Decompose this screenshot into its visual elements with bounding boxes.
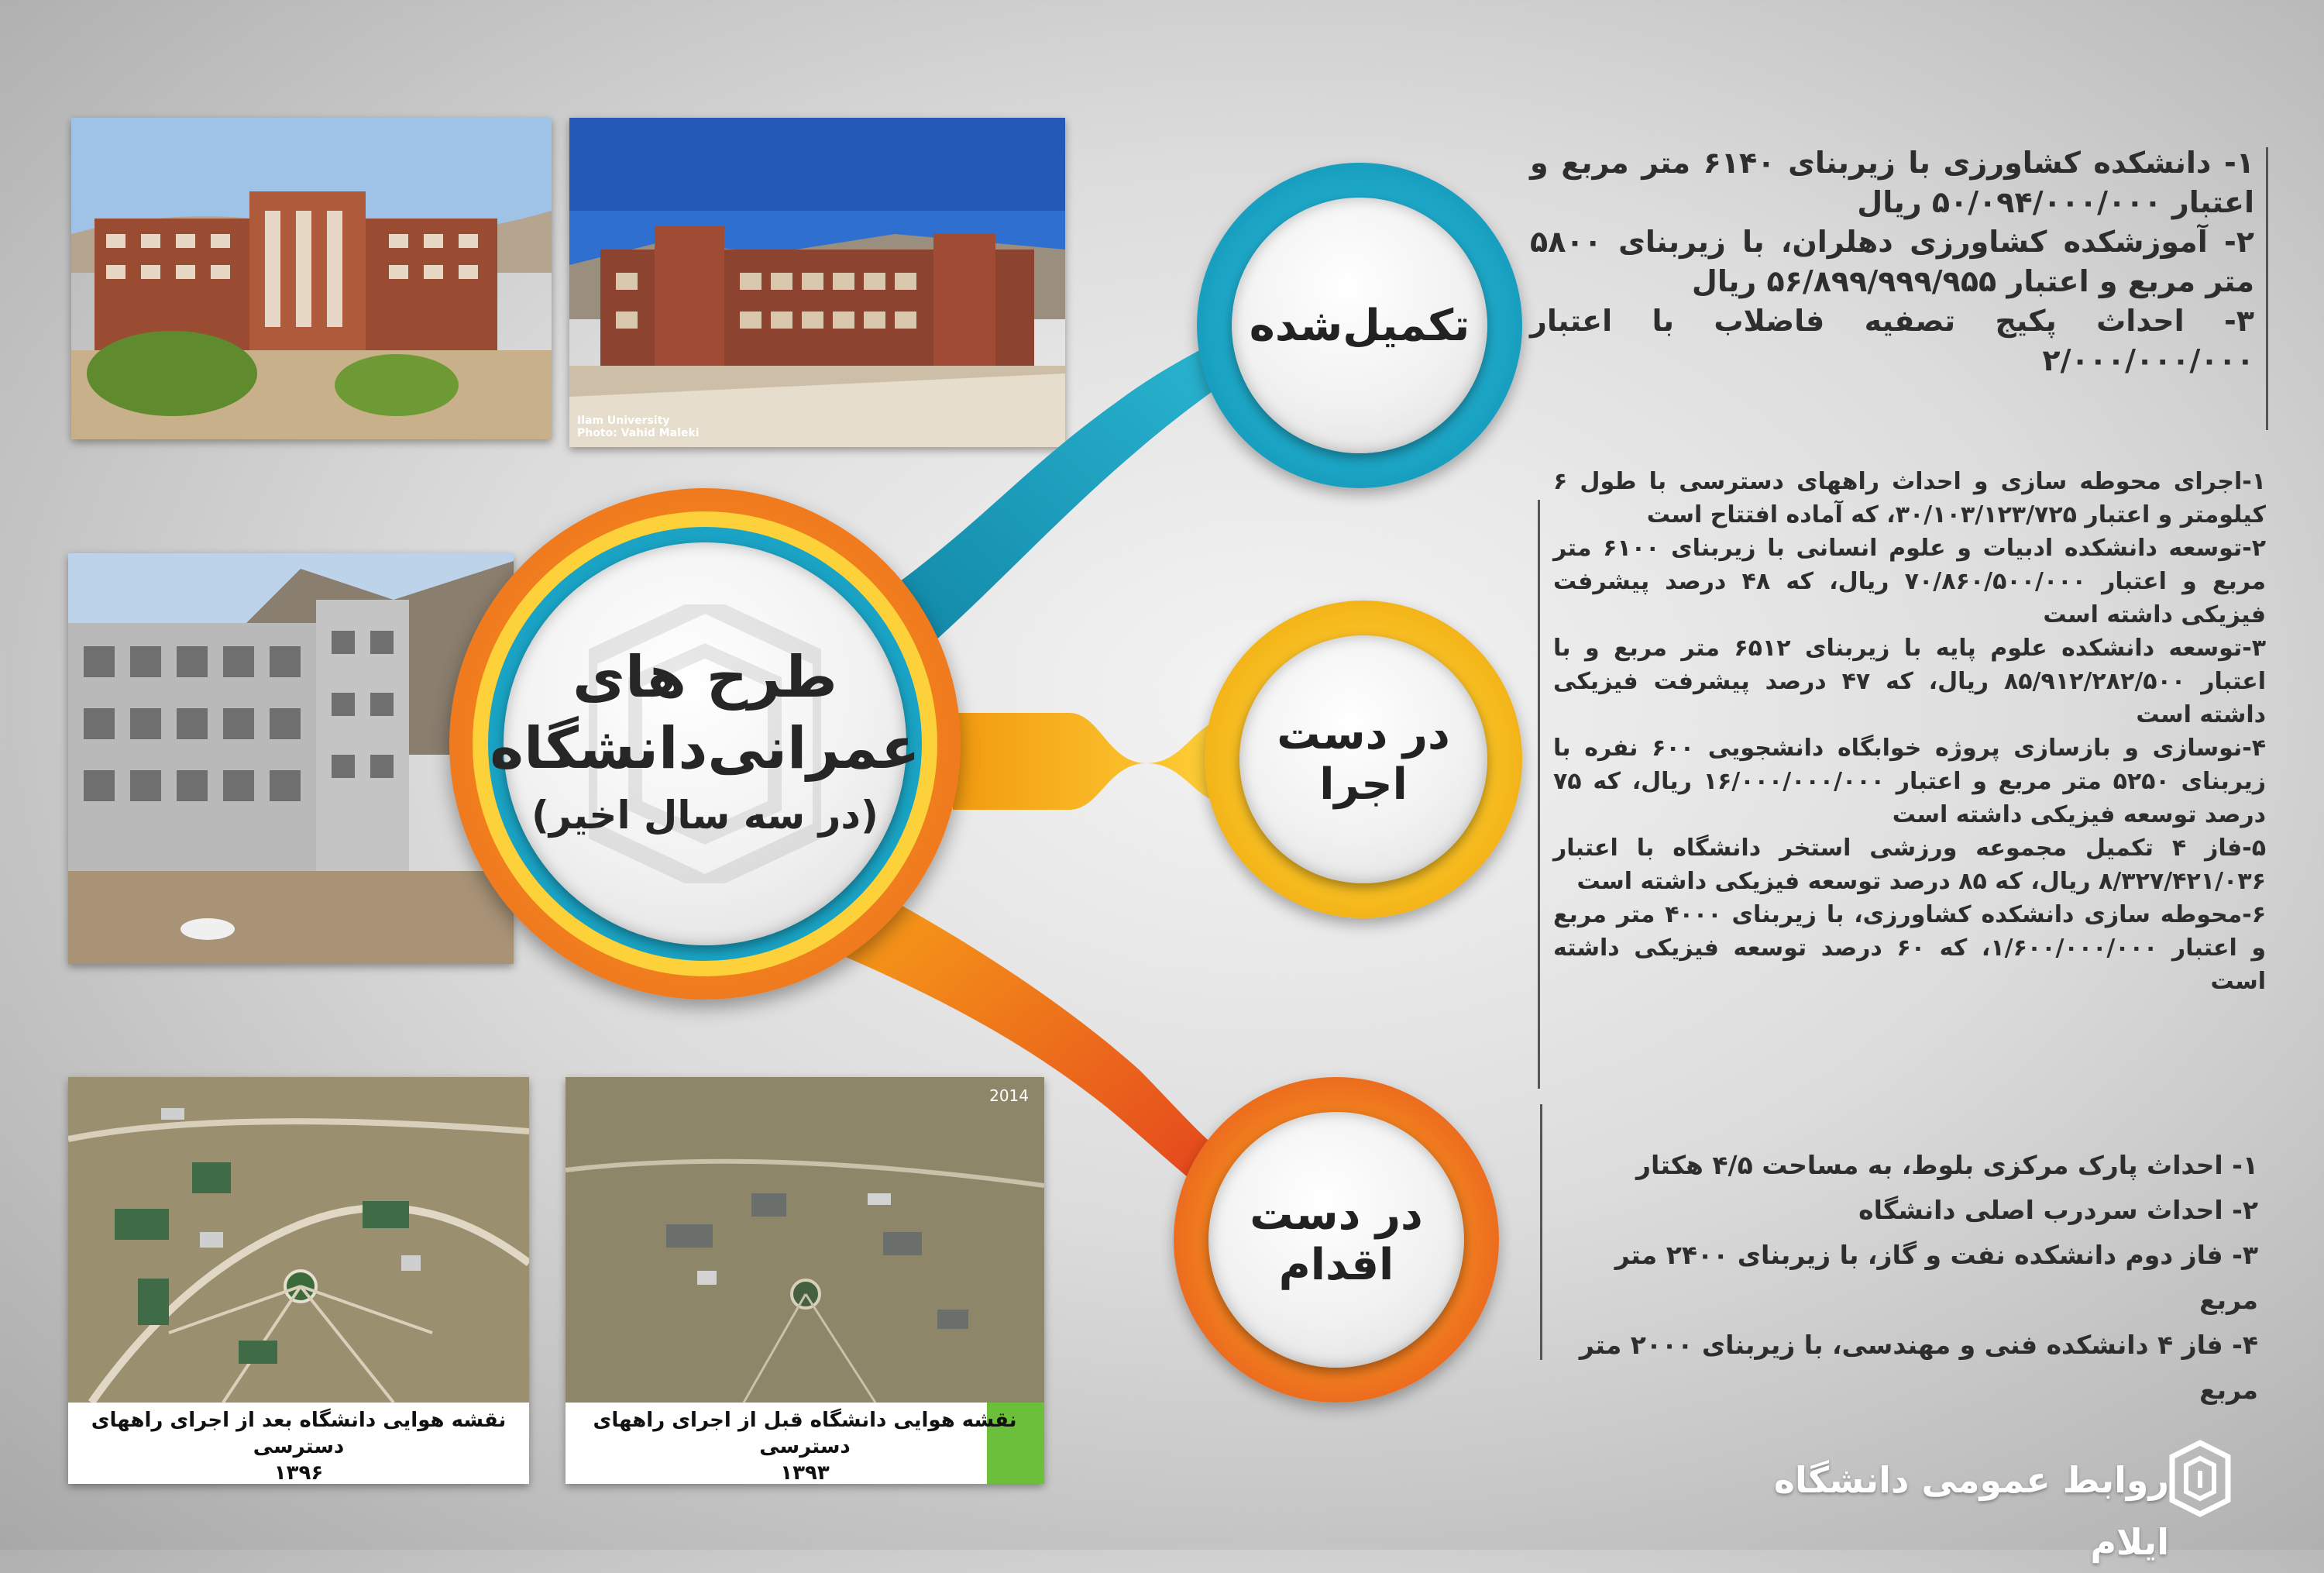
stage-circle-in-progress — [1205, 601, 1522, 918]
aerial-map-after-caption-line-1: نقشه هوایی دانشگاه بعد از اجرای راههای دسترسی — [91, 1409, 507, 1458]
ribbon-in-progress — [953, 713, 1232, 810]
stage-circle-completed — [1197, 163, 1522, 488]
stage-label-in-action: در دست اقدام — [1250, 1189, 1423, 1290]
in-action-item: ۱- احداث پارک مرکزی بلوط، به مساحت ۴/۵ هکتار — [1635, 1150, 2258, 1180]
center-title-line-2: عمرانی‌دانشگاه — [490, 715, 920, 782]
in-progress-item: ۴-نوسازی و بازسازی پروژه خوابگاه دانشجویی ۶۰۰ نفره با زیربنای ۵۲۵۰ متر مربع و اعتبار ۱۶/۰۰۰/۰۰۰/۰۰۰ ریال، که ۷۵ درصد توسعه فیزیکی داشته است — [1553, 735, 2267, 828]
in-progress-list — [1553, 465, 2266, 998]
divider-completed — [2266, 147, 2268, 430]
center-hub — [449, 488, 961, 1000]
in-progress-item: ۵-فاز ۴ تکمیل مجموعه ورزشی استخر دانشگاه با اعتبار ۸/۳۲۷/۴۲۱/۰۳۶ ریال، که ۸۵ درصد توسعه فیزیکی داشته است — [1553, 835, 2267, 895]
in-action-item: ۳- فاز دوم دانشکده نفت و گاز، با زیربنای ۲۴۰۰ متر مربع — [1614, 1240, 2258, 1315]
in-progress-item: ۳-توسعه دانشکده علوم پایه با زیربنای ۶۵۱۲ متر مربع و با اعتبار ۸۵/۹۱۲/۲۸۲/۵۰۰ ریال، که ۴۷ درصد پیشرفت فیزیکی داشته است — [1553, 635, 2266, 728]
center-title-line-1: طرح های — [572, 644, 837, 711]
completed-item: ۳- احداث پکیج تصفیه فاضلاب با اعتبار ۲/۰۰۰/۰۰۰/۰۰۰ — [1530, 304, 2254, 377]
stage-label-in-progress: در دست اجرا — [1277, 709, 1450, 810]
in-progress-item: ۱-اجرای محوطه سازی و احداث راههای دسترسی با طول ۶ کیلومتر و اعتبار ۳۰/۱۰۳/۱۲۳/۷۲۵، که آماده افتتاح است — [1553, 468, 2266, 528]
in-action-list — [1557, 1143, 2258, 1413]
center-subtitle: (در سه سال اخیر) — [531, 793, 878, 838]
watermark-line-2: Photo: Vahid Maleki — [577, 427, 700, 439]
divider-in-progress — [1538, 500, 1540, 1089]
completed-list — [1530, 143, 2254, 380]
aerial-map-before-caption-line-2: ۱۳۹۳ — [780, 1461, 830, 1484]
aerial-map-before-caption-line-1: نقشه هوایی دانشگاه قبل از اجرای راههای دسترسی — [593, 1409, 1017, 1458]
footer-brand: روابط عمومی دانشگاه ایلام — [1773, 1459, 2169, 1563]
watermark-line-1: Ilam University — [577, 415, 670, 427]
in-action-item: ۲- احداث سردرب اصلی دانشگاه — [1858, 1195, 2258, 1225]
aerial-map-year: 2014 — [989, 1086, 1029, 1105]
stage-label-completed: تکمیل‌شده — [1249, 300, 1470, 351]
completed-item: ۲- آموزشکده کشاورزی دهلران، با زیربنای ۵۸۰۰ متر مربع و اعتبار ۵۶/۸۹۹/۹۹۹/۹۵۵ ریال — [1530, 225, 2254, 298]
completed-item: ۱- دانشکده کشاورزی با زیربنای ۶۱۴۰ متر مربع و اعتبار ۵۰/۰۹۴/۰۰۰/۰۰۰ ریال — [1530, 146, 2254, 219]
divider-in-action — [1540, 1104, 1542, 1360]
in-progress-item: ۲-توسعه دانشکده ادبیات و علوم انسانی با زیربنای ۶۱۰۰ متر مربع و اعتبار ۷۰/۸۶۰/۵۰۰/۰۰۰ ریال، که ۴۸ درصد پیشرفت فیزیکی داشته است — [1553, 535, 2267, 628]
in-action-item: ۴- فاز ۴ دانشکده فنی و مهندسی، با زیربنای ۲۰۰۰ متر مربع — [1579, 1330, 2258, 1405]
stage-circle-in-action — [1174, 1077, 1499, 1403]
in-progress-item: ۶-محوطه سازی دانشکده کشاورزی، با زیربنای ۴۰۰۰ متر مربع و اعتبار ۱/۶۰۰/۰۰۰/۰۰۰، که ۶۰ درصد توسعه فیزیکی داشته است — [1553, 901, 2266, 995]
aerial-map-after-caption-line-2: ۱۳۹۶ — [273, 1461, 324, 1484]
university-logo-icon — [2169, 1440, 2231, 1517]
